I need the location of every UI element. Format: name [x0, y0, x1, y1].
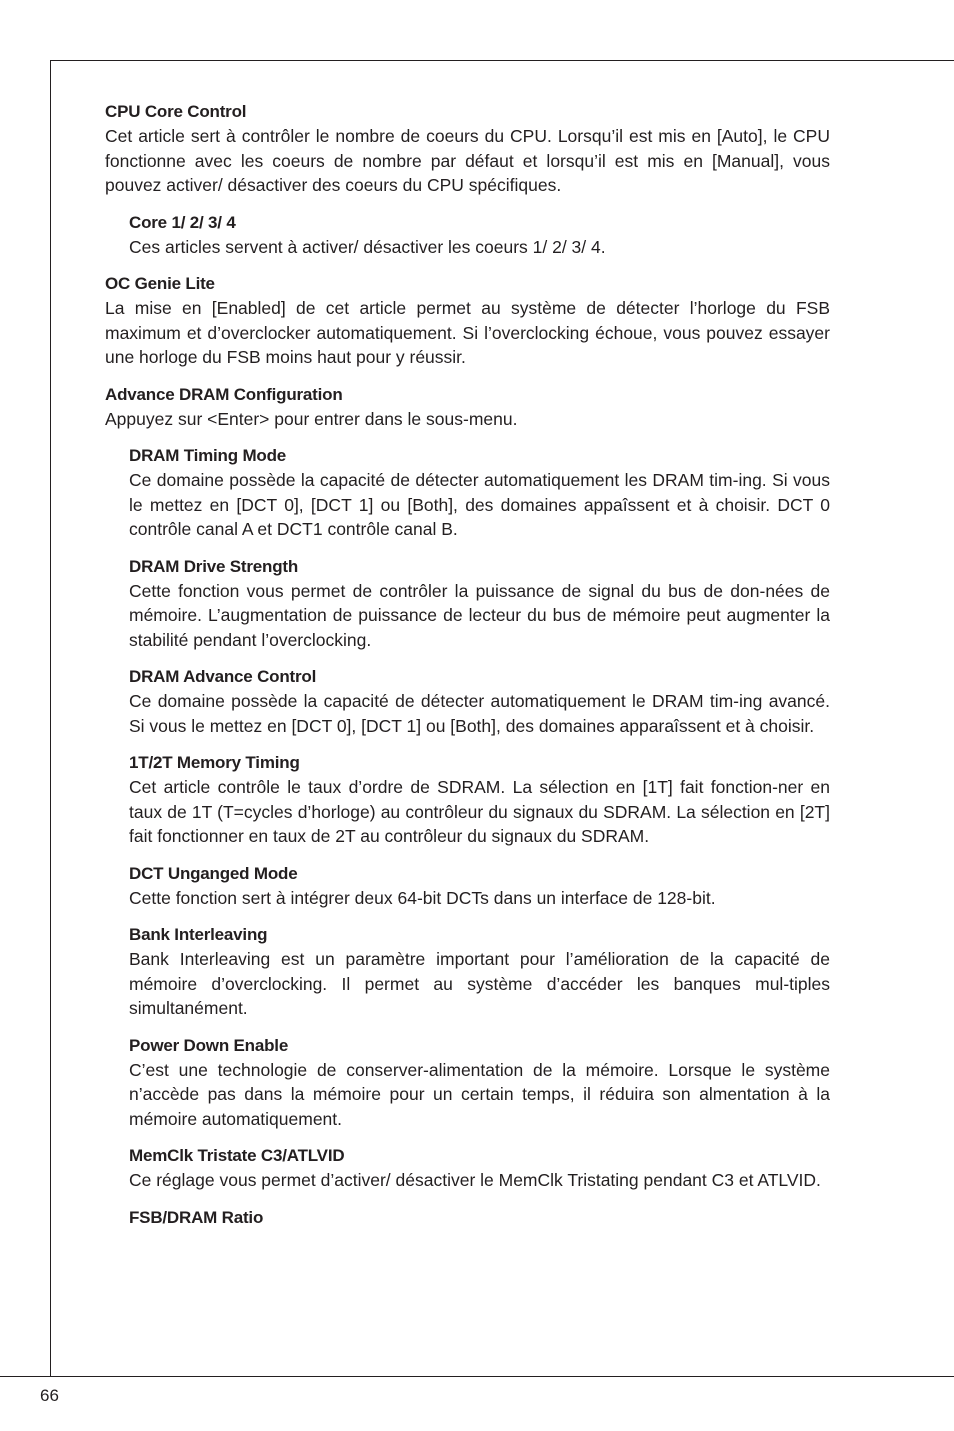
section-oc-genie-lite: [105, 272, 830, 370]
section-heading: Advance DRAM Configuration: [105, 384, 343, 404]
section-heading: DRAM Advance Control: [129, 667, 317, 686]
page-number: 66: [40, 1386, 59, 1405]
section-core-1-2-3-4: [129, 211, 830, 260]
section-memclk-tristate: [129, 1144, 830, 1193]
section-fsb-dram-ratio: [129, 1206, 830, 1230]
section-text: Ce domaine possède la capacité de détecter automatiquement les DRAM tim-ing. Si vous le mettez en [DCT 0], [DCT 1] ou [Both], des domaines appaîssent et à choisir. DCT 0 contrôle canal A et DCT1 contrôle canal B.: [129, 470, 830, 539]
page-frame-top-rule: [50, 60, 954, 61]
section-1t-2t-memory-timing: [129, 751, 830, 849]
page-frame-left-rule: [50, 60, 51, 1376]
section-text: La mise en [Enabled] de cet article permet au système de détecter l’horloge du FSB maximum et d’overclocker automatiquement. Si l’overclocking échoue, vous pouvez essayer une horloge du FSB moins haut pour y réussir.: [105, 298, 830, 367]
section-text: Ce réglage vous permet d’activer/ désactiver le MemClk Tristating pendant C3 et ATLVID.: [129, 1170, 821, 1190]
section-text: C’est une technologie de conserver-alimentation de la mémoire. Lorsque le système n’accède pas dans la mémoire pour un certain temps, il réduira son almentation à la mémoire automatiquement.: [129, 1059, 830, 1129]
section-power-down-enable: [129, 1034, 830, 1132]
section-heading: Core 1/ 2/ 3/ 4: [129, 212, 236, 232]
section-heading: OC Genie Lite: [105, 274, 215, 293]
section-dram-advance-control: [129, 665, 830, 738]
section-heading: DRAM Drive Strength: [129, 556, 299, 576]
page-frame-bottom-rule: [0, 1376, 954, 1377]
section-heading: DCT Unganged Mode: [129, 863, 298, 883]
section-text: Bank Interleaving est un paramètre important pour l’amélioration de la capacité de mémoire d’overclocking. Il permet au système d’accéder les banques mul-tiples simultanément.: [129, 949, 830, 1018]
section-text: Cette fonction sert à intégrer deux 64-bit DCTs dans un interface de 128-bit.: [129, 887, 716, 908]
section-heading: 1T/2T Memory Timing: [129, 753, 300, 772]
section-text: Ces articles servent à activer/ désactiver les coeurs 1/ 2/ 3/ 4.: [129, 236, 606, 257]
section-heading: MemClk Tristate C3/ATLVID: [129, 1146, 345, 1165]
section-text: Cette fonction vous permet de contrôler la puissance de signal du bus de don-nées de mémoire. L’augmentation de puissance de lecteur du bus de mémoire peut augmenter la stabilité pendant l’overclocking.: [129, 580, 830, 650]
section-heading: CPU Core Control: [105, 102, 247, 121]
section-text: Ce domaine possède la capacité de détecter automatiquement le DRAM tim-ing avancé. Si vous le mettez en [DCT 0], [DCT 1] ou [Both], des domaines apparaîssent et à choisir.: [129, 691, 830, 736]
section-text: Cet article sert à contrôler le nombre de coeurs du CPU. Lorsqu’il est mis en [Auto], le CPU fonctionne avec les coeurs de nombre par défaut et lorsqu’il est mis en [Manual], vous pouvez activer/ désactiver des coeurs du CPU spécifiques.: [105, 126, 830, 195]
section-advance-dram-configuration: [105, 383, 830, 432]
section-heading: FSB/DRAM Ratio: [129, 1207, 264, 1227]
section-dct-unganged-mode: [129, 862, 830, 911]
section-text: Cet article contrôle le taux d’ordre de SDRAM. La sélection en [1T] fait fonction-ner en taux de 1T (T=cycles d’horloge) au contrôleur du signaux du SDRAM. La sélection en [2T] fait fonctionner en taux de 2T au contrôleur du signaux du SDRAM.: [129, 777, 830, 846]
section-text: Appuyez sur <Enter> pour entrer dans le sous-menu.: [105, 408, 518, 429]
section-bank-interleaving: [129, 923, 830, 1021]
section-dram-drive-strength: [129, 555, 830, 653]
section-heading: Power Down Enable: [129, 1035, 289, 1055]
section-heading: DRAM Timing Mode: [129, 446, 287, 465]
page-content: [105, 100, 830, 1243]
section-heading: Bank Interleaving: [129, 925, 268, 944]
section-cpu-core-control: [105, 100, 830, 198]
section-dram-timing-mode: [129, 444, 830, 542]
